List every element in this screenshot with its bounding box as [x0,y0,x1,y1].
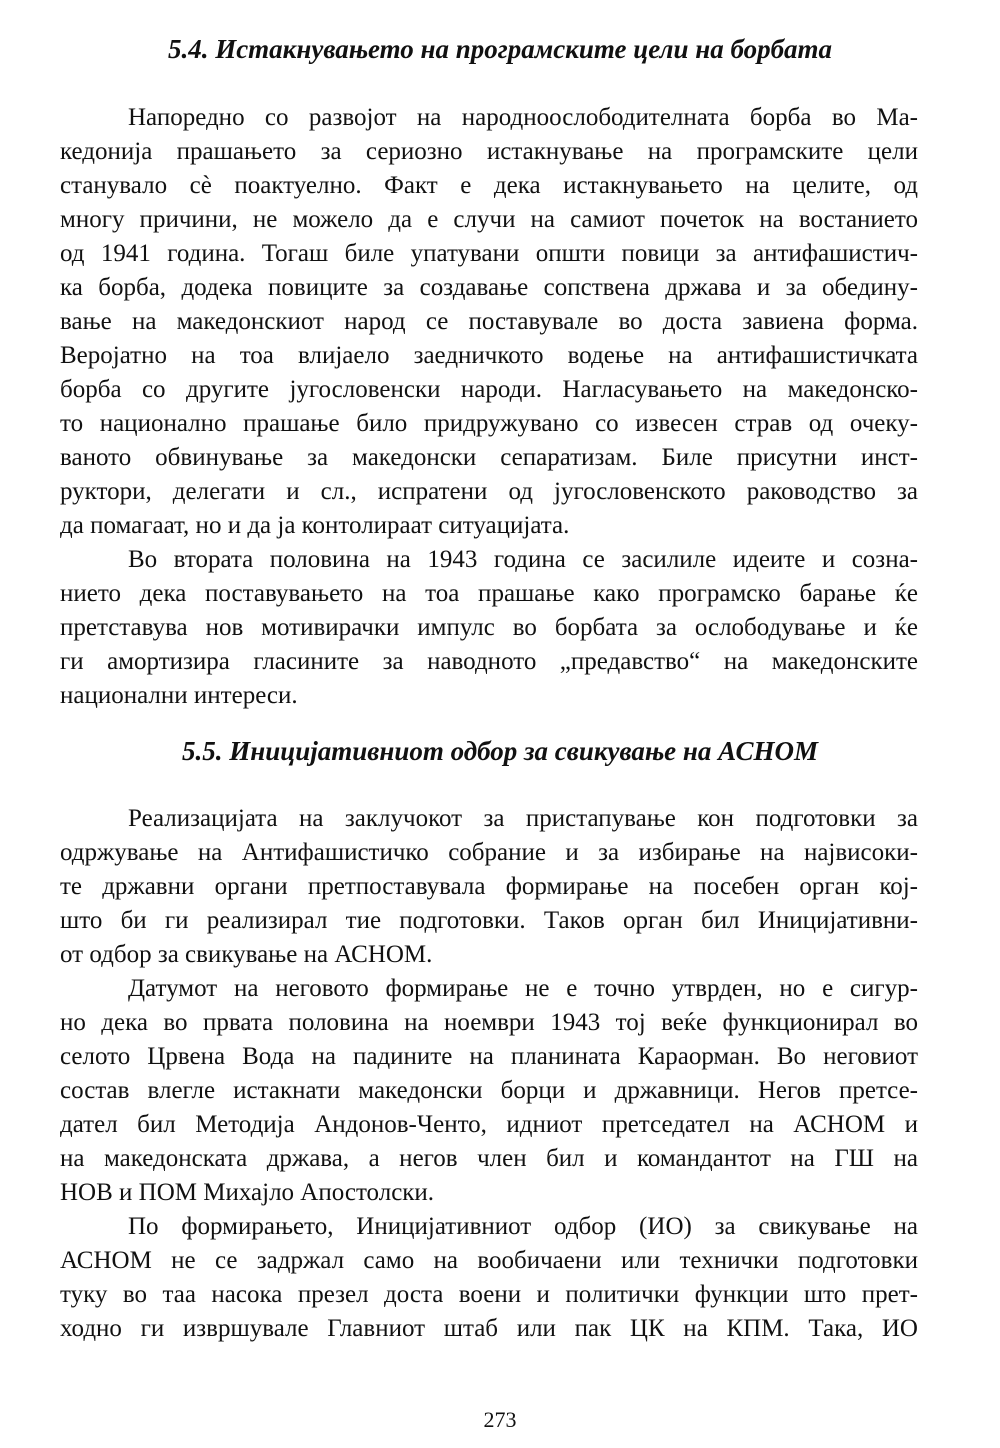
text-line: нието дека поставувањето на тоа прашање како програмско барање ќе [60,580,918,607]
text-line: По формирањето, Иницијативниот одбор (ИО) за свикување на [128,1213,918,1240]
text-line: одржување на Антифашистичко собрание и за избирање на највисоки- [60,839,918,866]
text-line: НОВ и ПОМ Михајло Апостолски. [60,1179,435,1206]
text-line: вање на македонскиот народ се поставувале во доста завиена форма. [60,308,918,335]
text-line: претставува нов мотивирачки импулс во борбата за ослободување и ќе [60,614,918,641]
text-line: то национално прашање било придружувано со извесен страв од очеку- [60,410,918,437]
text-line: те државни органи претпоставувала формирање на посебен орган кој- [60,873,918,900]
text-line: дател бил Методија Андонов-Ченто, идниот претседател на АСНОМ и [60,1111,918,1138]
section-5-4-paragraph-1 [60,101,918,543]
section-5-4-paragraph-2 [60,543,918,713]
section-heading-5-5: 5.5. Иницијативниот одбор за свикување на АСНОМ [181,736,818,766]
text-line: да помагаат, но и да ја контолираат ситуацијата. [60,512,570,539]
text-line: борба со другите југословенски народи. Нагласувањето на македонско- [60,376,918,403]
text-line: состав влегле истакнати македонски борци и државници. Негов претсе- [60,1077,918,1104]
text-line: национални интереси. [60,682,298,709]
text-line: селото Црвена Вода на падините на планината Караорман. Во неговиот [60,1043,918,1070]
text-line: Веројатно на тоа влијаело заедничкото водење на антифашистичката [60,342,918,369]
text-line: Во втората половина на 1943 година се засилиле идеите и созна- [128,546,918,573]
section-5-5-paragraph-2 [60,972,918,1210]
text-line: ходно ги извршувале Главниот штаб или пак ЦК на КПМ. Така, ИО [60,1315,918,1342]
text-line: ка борба, додека повиците за создавање сопствена држава и за обедину- [60,274,918,301]
text-line: ги амортизира гласините за наводното „предавство“ на македонските [60,648,918,675]
text-line: на македонската држава, а негов член бил и командантот на ГШ на [60,1145,918,1172]
section-5-5-paragraph-1 [60,802,918,972]
text-line: од 1941 година. Тогаш биле упатувани општи повици за антифашистич- [60,240,918,267]
text-line: от одбор за свикување на АСНОМ. [60,941,433,968]
text-line: кедонија прашањето за сериозно истакнување на програмските цели [60,138,918,165]
text-line: многу причини, не можело да е случи на самиот почеток на востанието [60,206,918,233]
text-line: ваното обвинување за македонски сепаратизам. Биле присутни инст- [60,444,918,471]
section-heading-5-4: 5.4. Истакнувањето на програмските цели на борбата [167,34,833,64]
page-number: 273 [483,1407,517,1432]
text-line: станувало сè поактуелно. Факт е дека истакнувањето на целите, од [60,172,918,199]
text-line: но дека во првата половина на ноември 1943 тој веќе функционирал во [60,1009,918,1036]
text-line: што би ги реализирал тие подготовки. Таков орган бил Иницијативни- [60,907,918,934]
section-5-5-paragraph-3 [60,1210,918,1346]
text-line: Реализацијата на заклучокот за пристапување кон подготовки за [128,805,918,832]
text-line: Напоредно со развојот на народноослободителната борба во Ма- [128,104,918,131]
text-line: руктори, делегати и сл., испратени од југословенското раководство за [60,478,918,505]
text-line: АСНОМ не се задржал само на вообичаени или технички подготовки [60,1247,918,1274]
text-line: туку во таа насока презел доста воени и политички функции што прет- [60,1281,918,1308]
text-line: Датумот на неговото формирање не е точно утврден, но е сигур- [128,975,918,1002]
